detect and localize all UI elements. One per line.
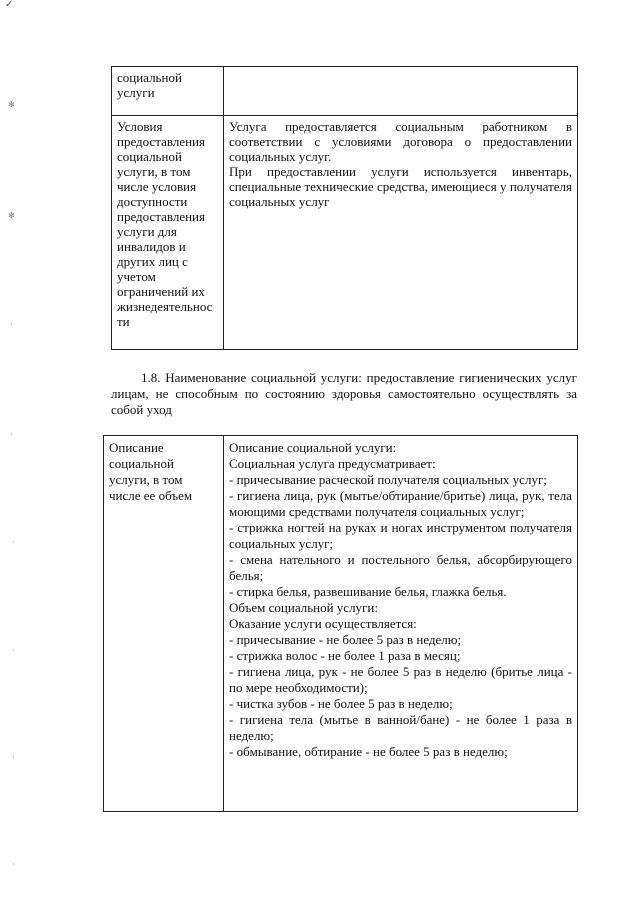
scan-mark-icon: ✻ bbox=[8, 211, 15, 220]
description-line: - стрижка волос - не более 1 раза в месяц; bbox=[229, 648, 461, 663]
table-row bbox=[112, 67, 578, 116]
scan-mark-icon: · bbox=[12, 646, 15, 655]
description-line: Социальная услуга предусматривает: bbox=[229, 456, 436, 471]
row-label-line: числе ее объем bbox=[109, 488, 193, 503]
scan-mark-icon: · bbox=[10, 320, 13, 329]
description-line: - гигиена тела (мытье в ванной/бане) - не более 1 раза в неделю; bbox=[229, 712, 572, 743]
row-label-line: жизнедеятельнос bbox=[117, 299, 213, 314]
description-line: - обмывание, обтирание - не более 5 раз в неделю; bbox=[229, 744, 508, 759]
row-label-cell bbox=[112, 67, 224, 116]
row-label-line: доступности bbox=[117, 194, 188, 209]
row-value-cell bbox=[224, 116, 578, 350]
row-label-line: Условия bbox=[117, 119, 163, 134]
row-label-line: других лиц с bbox=[117, 254, 188, 269]
inventory-paragraph: При предоставлении услуги используется инвентарь, специальные технические средства, имеющиеся у получателя социальных услуг bbox=[229, 164, 572, 209]
description-line: - гигиена лица, рук - не более 5 раз в неделю (бритье лица - по мере необходимости); bbox=[229, 664, 572, 695]
table-row bbox=[112, 116, 578, 350]
row-label-line: социальной bbox=[117, 149, 182, 164]
row-label-line: социальной bbox=[117, 70, 182, 85]
scan-mark-icon: ✻ bbox=[8, 100, 15, 109]
scan-mark-icon: · bbox=[12, 860, 15, 869]
row-label-line: Описание bbox=[109, 440, 164, 455]
row-label-line: предоставления bbox=[117, 209, 205, 224]
service-description-table bbox=[103, 435, 578, 812]
row-label-line: социальной bbox=[109, 456, 174, 471]
description-line: - причесывание расческой получателя социальных услуг; bbox=[229, 472, 547, 487]
scan-mark-icon: · bbox=[10, 430, 13, 439]
description-line: Объем социальной услуги: bbox=[229, 600, 378, 615]
row-label-line: услуги, в том bbox=[109, 472, 183, 487]
row-value-cell bbox=[224, 67, 578, 116]
row-label-line: услуги, в том bbox=[117, 164, 191, 179]
row-label-line: услуги для bbox=[117, 224, 177, 239]
description-line: - причесывание - не более 5 раз в неделю; bbox=[229, 632, 462, 647]
row-value-cell bbox=[224, 436, 578, 812]
service-conditions-table bbox=[111, 66, 578, 350]
row-label-cell bbox=[104, 436, 224, 812]
description-line: Оказание услуги осуществляется: bbox=[229, 616, 417, 631]
scan-mark-icon: · bbox=[12, 538, 15, 547]
row-label-line: числе условия bbox=[117, 179, 197, 194]
description-line: - гигиена лица, рук (мытье/обтирание/бритье) лица, рук, тела моющими средствами получателя социальных услуг; bbox=[229, 488, 572, 519]
row-label-line: ти bbox=[117, 314, 130, 329]
row-label-cell bbox=[112, 116, 224, 350]
table-row bbox=[104, 436, 578, 812]
description-line: - стирка белья, развешивание белья, глажка белья. bbox=[229, 584, 507, 599]
row-label-line: предоставления bbox=[117, 134, 205, 149]
scan-mark-icon: ✓ bbox=[5, 0, 14, 10]
description-line: Описание социальной услуги: bbox=[229, 440, 397, 455]
description-line: - стрижка ногтей на руках и ногах инструментом получателя социальных услуг; bbox=[229, 520, 572, 551]
row-label-line: учетом bbox=[117, 269, 156, 284]
scan-mark-icon: · bbox=[12, 753, 15, 762]
description-line: - чистка зубов - не более 5 раз в неделю; bbox=[229, 696, 453, 711]
conditions-paragraph: Услуга предоставляется социальным работником в соответствии с условиями договора о предоставлении социальных услуг. bbox=[229, 119, 572, 164]
row-label-line: услуги bbox=[117, 85, 155, 100]
section-heading: 1.8. Наименование социальной услуги: предоставление гигиенических услуг лицам, не способным по состоянию здоровья самостоятельно осуществлять за собой уход bbox=[111, 370, 577, 417]
description-line: - смена нательного и постельного белья, абсорбирующего белья; bbox=[229, 552, 572, 583]
row-label-line: ограничений их bbox=[117, 284, 205, 299]
row-label-line: инвалидов и bbox=[117, 239, 186, 254]
